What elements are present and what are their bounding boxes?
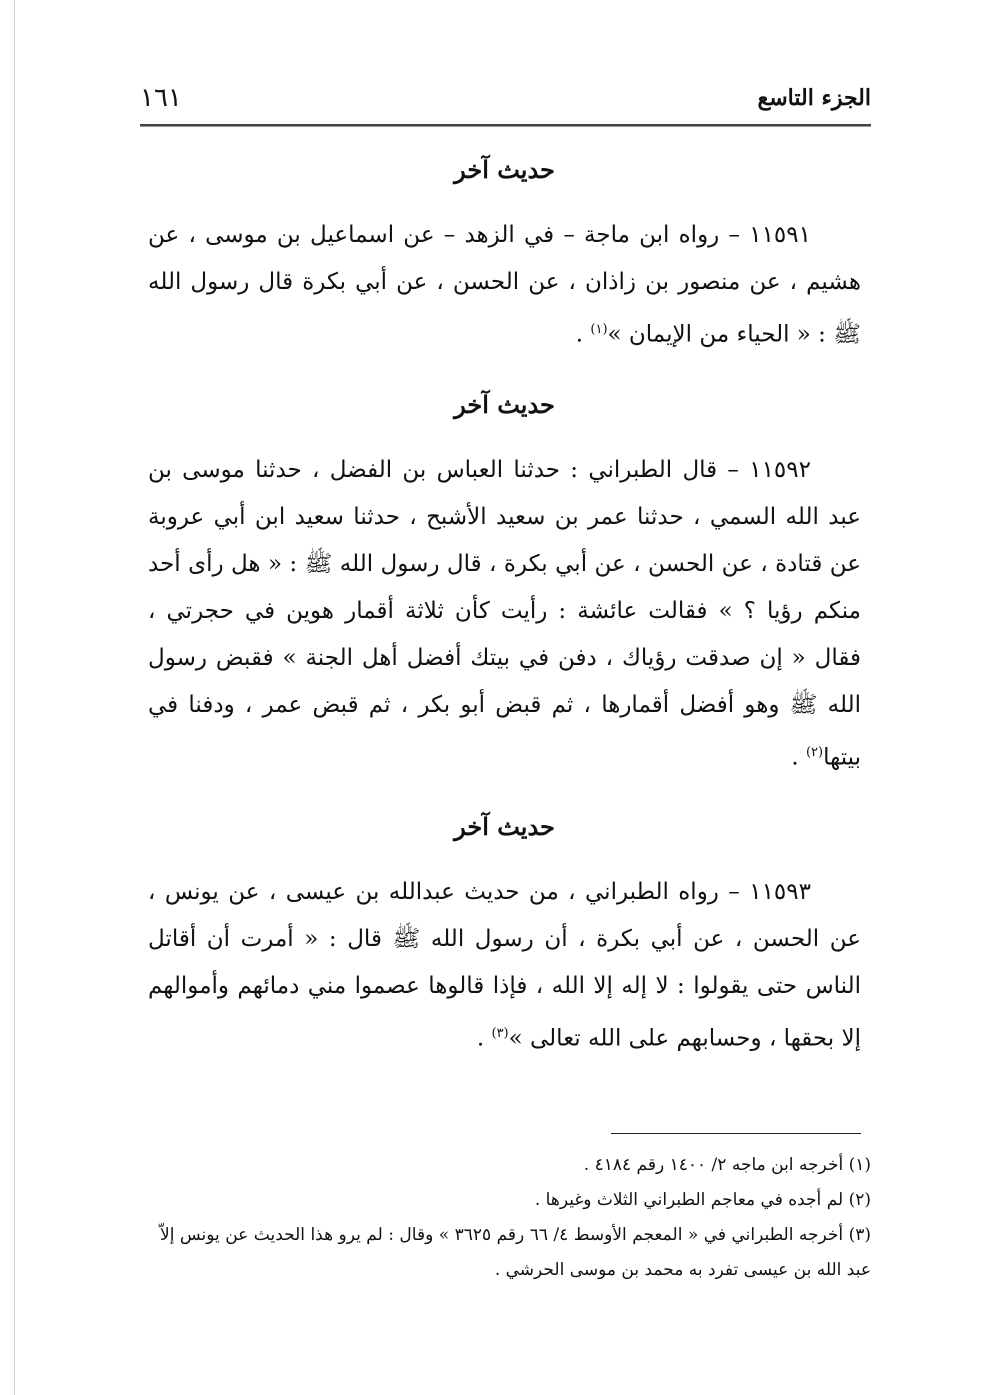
main-text <box>148 150 861 1089</box>
footnotes <box>160 1148 871 1288</box>
section-title: حديث آخر <box>454 155 555 184</box>
footnote-ref: (١) <box>590 322 608 337</box>
footnote-ref: (٣) <box>491 1026 509 1042</box>
hadith-text: ١١٥٩١ – رواه ابن ماجة – في الزهد – عن اسماعيل بن موسى ، عن هشيم ، عن منصور بن زاذان ، عن الحسن ، عن أبي بكرة قال رسول الله ﷺ : « الحياء من الإيمان » <box>148 222 861 348</box>
hadith-section-3 <box>148 807 861 1063</box>
hadith-paragraph <box>148 869 861 1063</box>
hadith-section-2 <box>148 385 861 782</box>
footnote-2: (٢) لم أجده في معاجم الطبراني الثلاث وغيرها . <box>534 1190 871 1210</box>
hadith-text: ١١٥٩٣ – رواه الطبراني ، من حديث عبدالله بن عيسى ، عن يونس ، عن الحسن ، عن أبي بكرة ، أن رسول الله ﷺ قال : « أمرت أن أقاتل الناس حتى يقولوا : لا إله إلا الله ، فإذا قالوها عصموا مني دمائهم وأموالهم إلا بحقها ، وحسابهم على الله تعالى » <box>148 879 861 1052</box>
footnote-1: (١) أخرجه ابن ماجه ٢/ ١٤٠٠ رقم ٤١٨٤ . <box>583 1155 871 1175</box>
page-edge-line <box>14 0 15 1395</box>
hadith-tail: . <box>476 1025 492 1052</box>
footnote-divider <box>611 1133 861 1134</box>
running-header <box>140 78 871 122</box>
section-title: حديث آخر <box>454 389 555 419</box>
hadith-tail: . <box>575 321 591 348</box>
section-title: حديث آخر <box>454 812 555 842</box>
part-title: الجزء التاسع <box>757 85 871 111</box>
page-number: ١٦١ <box>140 83 182 113</box>
hadith-paragraph <box>148 447 861 782</box>
footnote-ref: (٢) <box>805 744 824 760</box>
hadith-section-1 <box>148 150 861 359</box>
hadith-paragraph <box>148 212 861 359</box>
footnote-3: (٣) أخرجه الطبراني في « المعجم الأوسط ٤/ ٦٦ رقم ٣٦٢٥ » وقال : لم يرو هذا الحديث عن يونس إلاّ عبد الله بن عيسى تفرد به محمد بن موسى الحرشي . <box>160 1225 871 1280</box>
hadith-tail: . <box>791 744 806 771</box>
header-divider <box>140 124 871 127</box>
hadith-text: ١١٥٩٢ – قال الطبراني : حدثنا العباس بن الفضل ، حدثنا موسى بن عبد الله السمي ، حدثنا عمر بن سعيد الأشبح ، حدثنا سعيد ابن أبي عروبة عن قتادة ، عن الحسن ، عن أبي بكرة ، قال رسول الله ﷺ : « هل رأى أحد منكم رؤيا ؟ » فقالت عائشة : رأيت كأن ثلاثة أقمار هوين في حجرتي ، فقال « إن صدقت رؤياك ، دفن في بيتك أفضل أهل الجنة » فقبض رسول الله ﷺ وهو أفضل أقمارها ، ثم قبض أبو بكر ، ثم قبض عمر ، ودفنا في بيتها <box>148 456 861 771</box>
